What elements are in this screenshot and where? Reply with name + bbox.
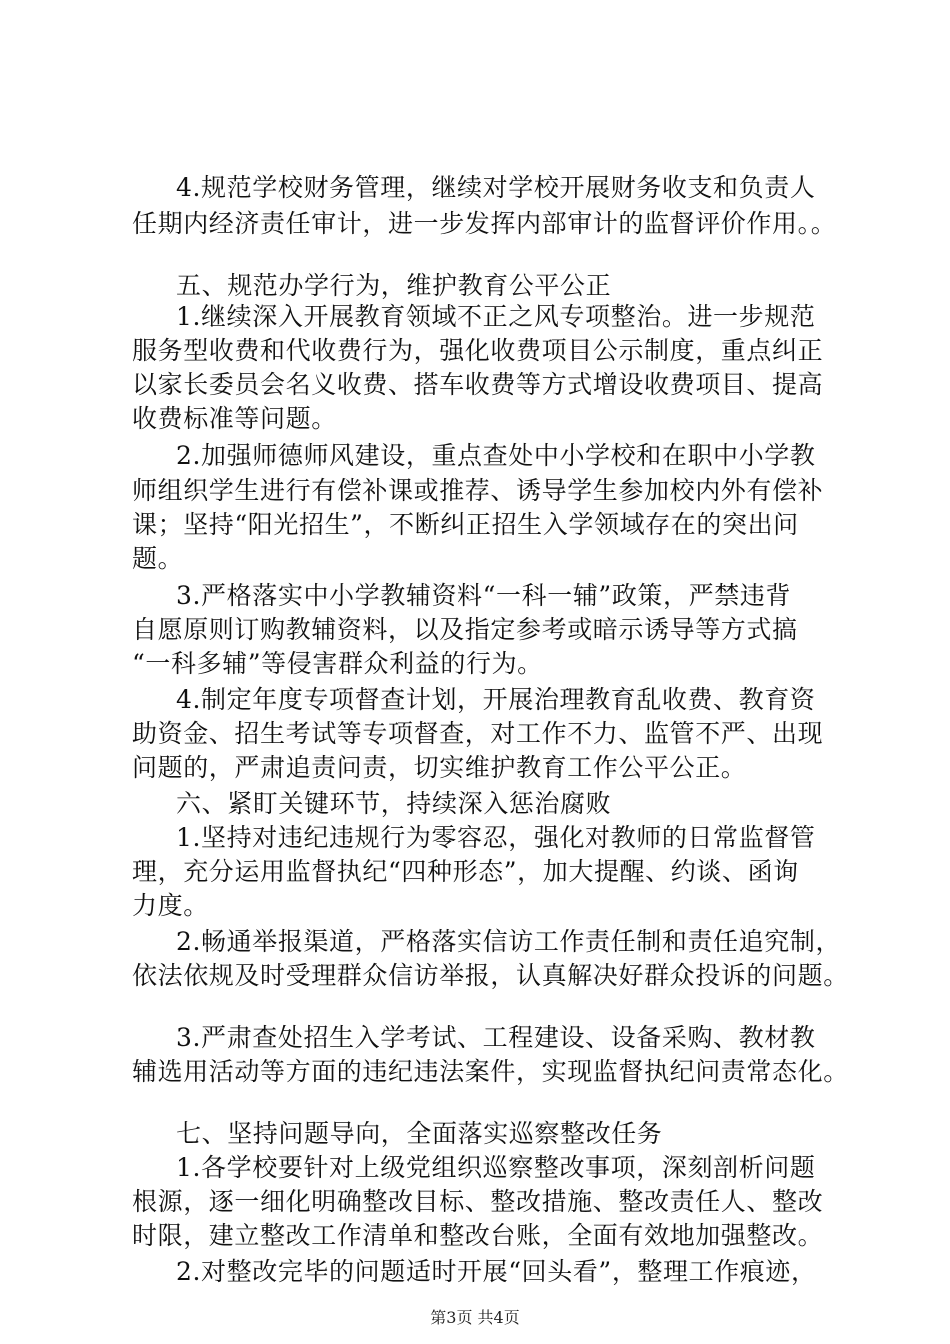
paragraph-line: 任期内经济责任审计，进一步发挥内部审计的监督评价作用。。 (132, 209, 837, 238)
paragraph-line: 课；坚持“阳光招生”，不断纠正招生入学领域存在的突出问 (132, 510, 799, 539)
paragraph-line: 师组织学生进行有偿补课或推荐、诱导学生参加校内外有偿补 (132, 476, 824, 505)
paragraph-line: 以家长委员会名义收费、搭车收费等方式增设收费项目、提高 (132, 370, 824, 399)
paragraph-line: 题。 (132, 544, 184, 573)
paragraph-line: 3.严肃查处招生入学考试、工程建设、设备采购、教材教 (176, 1023, 816, 1052)
paragraph-line: 辅选用活动等方面的违纪违法案件，实现监督执纪问责常态化。 (132, 1057, 849, 1086)
section-heading: 六、紧盯关键环节，持续深入惩治腐败 (176, 789, 612, 818)
paragraph-line: 根源，逐一细化明确整改目标、整改措施、整改责任人、整改 (132, 1187, 824, 1216)
paragraph-line: 收费标准等问题。 (132, 404, 337, 433)
paragraph-line: 3.严格落实中小学教辅资料“一科一辅”政策，严禁违背 (176, 581, 792, 610)
paragraph-line: 2.畅通举报渠道，严格落实信访工作责任制和责任追究制， (176, 927, 842, 956)
section-heading: 七、坚持问题导向，全面落实巡察整改任务 (176, 1119, 663, 1148)
paragraph-line: 自愿原则订购教辅资料，以及指定参考或暗示诱导等方式搞 (132, 615, 798, 644)
paragraph-line: 时限，建立整改工作清单和整改台账，全面有效地加强整改。 (132, 1221, 824, 1250)
paragraph-line: 助资金、招生考试等专项督查，对工作不力、监管不严、出现 (132, 719, 824, 748)
paragraph-line: 力度。 (132, 891, 209, 920)
paragraph-line: 服务型收费和代收费行为，强化收费项目公示制度，重点纠正 (132, 336, 824, 365)
section-heading: 五、规范办学行为，维护教育公平公正 (176, 271, 612, 300)
paragraph-line: 2.加强师德师风建设，重点查处中小学校和在职中小学教 (176, 441, 816, 470)
paragraph-line: 问题的，严肃追责问责，切实维护教育工作公平公正。 (132, 753, 747, 782)
paragraph-line: 2.对整改完毕的问题适时开展“回头看”，整理工作痕迹， (176, 1257, 817, 1286)
paragraph-line: 理，充分运用监督执纪“四种形态”，加大提醒、约谈、函询 (132, 857, 799, 886)
paragraph-line: 4.制定年度专项督查计划，开展治理教育乱收费、教育资 (176, 685, 816, 714)
page-number-footer: 第3页 共4页 (430, 1308, 520, 1327)
paragraph-line: 1.各学校要针对上级党组织巡察整改事项，深刻剖析问题 (176, 1153, 816, 1182)
paragraph-line: “一科多辅”等侵害群众利益的行为。 (132, 649, 543, 678)
paragraph-line: 4.规范学校财务管理，继续对学校开展财务收支和负责人 (176, 173, 816, 202)
paragraph-line: 依法依规及时受理群众信访举报，认真解决好群众投诉的问题。 (132, 961, 849, 990)
paragraph-line: 1.继续深入开展教育领域不正之风专项整治。进一步规范 (176, 302, 816, 331)
paragraph-line: 1.坚持对违纪违规行为零容忍，强化对教师的日常监督管 (176, 823, 816, 852)
